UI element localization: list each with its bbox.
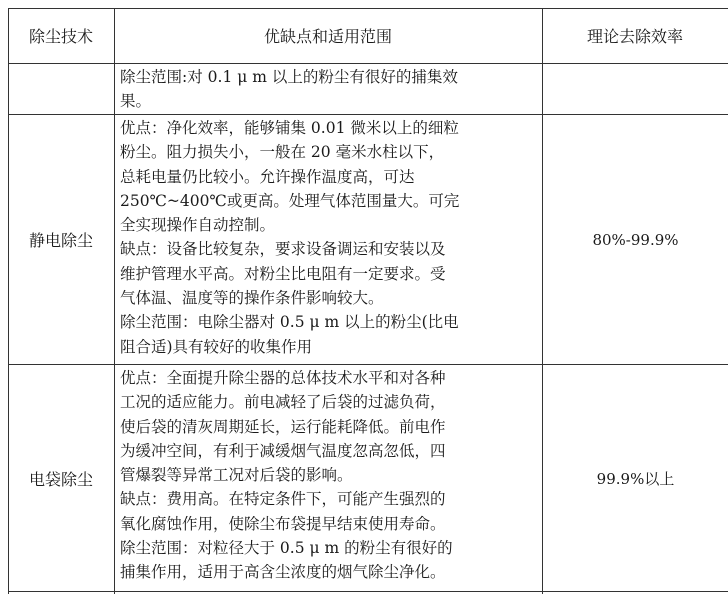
description-line: 气体温、温度等的操作条件影响较大。 xyxy=(120,289,384,308)
description-line: 除尘范围:对 0.1 μ m 以上的粉尘有很好的捕集效 xyxy=(120,68,458,86)
description-line: 除尘范围：对粒径大于 0.5 μ m 的粉尘有很好的 xyxy=(120,539,453,558)
header-divider xyxy=(8,63,728,64)
description-line: 维护管理水平高。对粉尘比电阻有一定要求。受 xyxy=(120,264,446,283)
header-efficiency xyxy=(542,8,728,63)
electrostatic-description xyxy=(120,116,459,359)
description-line: 粉尘。阻力损失小，一般在 20 毫米水柱以下， xyxy=(120,143,445,162)
header-technology-label: 除尘技术 xyxy=(28,27,93,46)
description-line: 优点：净化效率，能够铺集 0.01 微米以上的细粒 xyxy=(120,119,459,137)
description-line: 缺点：设备比较复杂，要求设备调运和安装以及 xyxy=(120,240,446,259)
description-line: 管爆裂等异常工况对后袋的影响。 xyxy=(120,466,353,485)
tech-electrostatic-label: 静电除尘 xyxy=(28,231,93,250)
description-line: 果。 xyxy=(120,92,152,111)
column-divider-1 xyxy=(114,8,115,594)
description-line: 工况的适应能力。前电减轻了后袋的过滤负荷， xyxy=(120,393,446,412)
header-pros-cons-label: 优缺点和适用范围 xyxy=(263,27,392,46)
row-continuation-description xyxy=(120,65,458,114)
tech-electric-bag-label: 电袋除尘 xyxy=(28,469,93,489)
header-pros-cons xyxy=(114,8,542,63)
tech-electric-bag xyxy=(8,365,114,591)
description-line: 全实现操作自动控制。 xyxy=(120,216,276,235)
description-line: 使后袋的清灰周期延长，运行能耗降低。前电作 xyxy=(120,417,446,436)
header-efficiency-label: 理论去除效率 xyxy=(586,27,683,46)
description-line: 缺点：费用高。在特定条件下，可能产生强烈的 xyxy=(120,490,446,509)
table-border-bottom xyxy=(8,591,728,592)
description-line: 阻合适)具有较好的收集作用 xyxy=(120,337,313,356)
description-line: 为缓冲空间，有利于减缓烟气温度忽高忽低，四 xyxy=(120,441,446,460)
efficiency-electrostatic xyxy=(543,115,728,364)
description-line: 优点：全面提升除尘器的总体技术水平和对各种 xyxy=(120,369,446,387)
description-line: 除尘范围：电除尘器对 0.5 μ m 以上的粉尘(比电 xyxy=(120,313,459,332)
description-line: 总耗电量仍比较小。允许操作温度高，可达 xyxy=(120,167,415,186)
efficiency-electric-bag xyxy=(543,365,728,591)
description-line: 250℃~400℃或更高。处理气体范围量大。可完 xyxy=(120,191,460,210)
tech-electrostatic xyxy=(8,115,114,364)
header-technology xyxy=(8,8,114,63)
description-line: 捕集作用，适用于高含尘浓度的烟气除尘净化。 xyxy=(120,563,446,582)
description-line: 氧化腐蚀作用，使除尘布袋提早结束使用寿命。 xyxy=(120,514,446,533)
efficiency-electric-bag-value: 99.9%以上 xyxy=(596,469,675,488)
efficiency-electrostatic-value: 80%-99.9% xyxy=(592,230,679,249)
electric-bag-description xyxy=(120,366,453,585)
